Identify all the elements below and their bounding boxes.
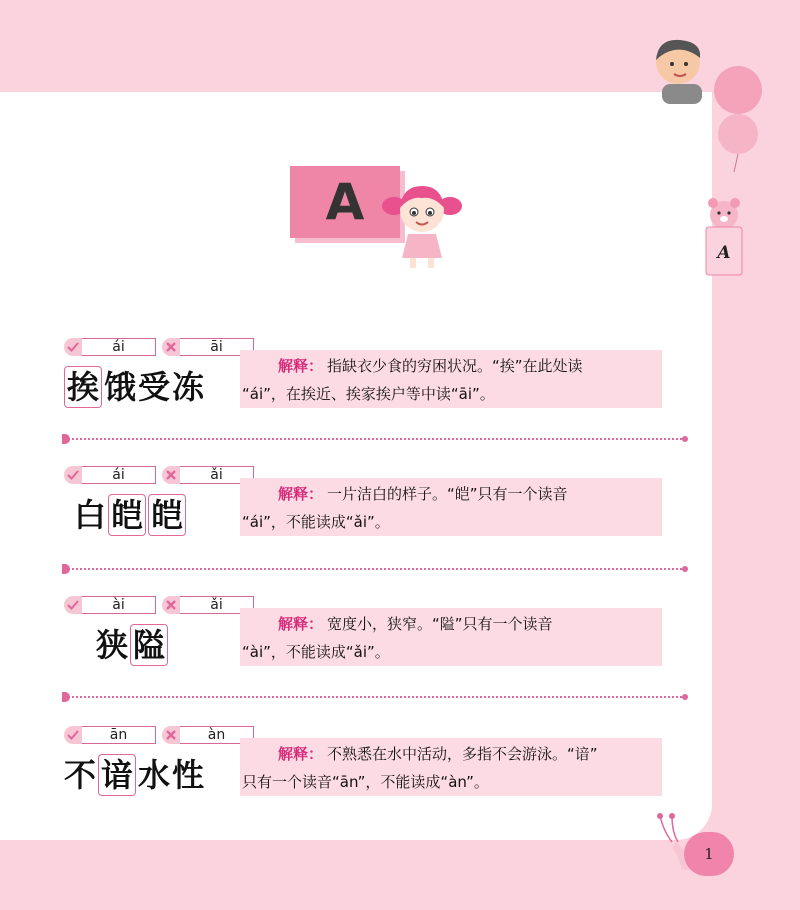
explanation-text: 一片洁白的样子。“皑”只有一个读音 (327, 485, 568, 503)
explanation (240, 608, 662, 666)
correct-pinyin: ài (82, 596, 156, 614)
explanation-text: “ài”，不能读成“ǎi”。 (242, 643, 390, 661)
cross-icon (162, 596, 180, 614)
pinyin-tags (64, 726, 254, 744)
explanation-label: 解释： (278, 615, 324, 633)
correct-pinyin-tag (64, 338, 156, 356)
section-letter: A (325, 173, 365, 231)
correct-pinyin-tag (64, 726, 156, 744)
girl-illustration (380, 180, 462, 272)
pinyin-tags (64, 596, 254, 614)
idiom (64, 754, 204, 796)
idiom (96, 624, 168, 666)
correct-pinyin: ái (82, 466, 156, 484)
divider (68, 696, 682, 698)
cross-icon (162, 726, 180, 744)
explanation-label: 解释： (278, 357, 324, 375)
boy-illustration (644, 36, 714, 108)
divider (68, 438, 682, 440)
pinyin-tags (64, 466, 254, 484)
idiom-char-highlighted: 谙 (98, 754, 136, 796)
wrong-pinyin: ǎi (180, 596, 254, 614)
explanation (240, 738, 662, 796)
explanation-text: 宽度小，狭窄。“隘”只有一个读音 (327, 615, 553, 633)
cross-icon (162, 338, 180, 356)
correct-pinyin-tag (64, 466, 156, 484)
correct-pinyin: ái (82, 338, 156, 356)
check-icon (64, 466, 82, 484)
tag-bear-icon (702, 195, 746, 279)
idiom-char-highlighted: 皑 (108, 494, 146, 536)
wrong-pinyin: āi (180, 338, 254, 356)
idiom-char: 饿 (104, 368, 137, 406)
explanation (240, 350, 662, 408)
idiom-char-highlighted: 挨 (64, 366, 102, 408)
pinyin-tags (64, 338, 254, 356)
page-number: 1 (684, 832, 734, 876)
check-icon (64, 596, 82, 614)
idiom-char: 白 (74, 496, 107, 534)
explanation-text: 只有一个读音“ān”，不能读成“àn”。 (242, 773, 489, 791)
explanation-text: 不熟悉在水中活动，多指不会游泳。“谙” (327, 745, 598, 763)
idiom-char: 受 (138, 368, 171, 406)
wrong-pinyin: àn (180, 726, 254, 744)
wrong-pinyin: ǎi (180, 466, 254, 484)
idiom (74, 494, 186, 536)
idiom (64, 366, 204, 408)
idiom-char: 不 (64, 756, 97, 794)
explanation-text: “ái”，在挨近、挨家挨户等中读“āi”。 (242, 385, 495, 403)
idiom-char-highlighted: 皑 (148, 494, 186, 536)
explanation (240, 478, 662, 536)
check-icon (64, 338, 82, 356)
idiom-char: 狭 (96, 626, 129, 664)
divider (68, 568, 682, 570)
explanation-text: 指缺衣少食的穷困状况。“挨”在此处读 (327, 357, 583, 375)
cross-icon (162, 466, 180, 484)
idiom-char-highlighted: 隘 (130, 624, 168, 666)
idiom-char: 性 (172, 756, 205, 794)
explanation-label: 解释： (278, 485, 324, 503)
idiom-char: 水 (138, 756, 171, 794)
explanation-label: 解释： (278, 745, 324, 763)
balloons-illustration (712, 62, 772, 172)
check-icon (64, 726, 82, 744)
idiom-char: 冻 (172, 368, 205, 406)
explanation-text: “ái”，不能读成“ǎi”。 (242, 513, 390, 531)
correct-pinyin-tag (64, 596, 156, 614)
section-tab[interactable] (702, 195, 746, 279)
tab-letter: A (717, 243, 731, 263)
correct-pinyin: ān (82, 726, 156, 744)
